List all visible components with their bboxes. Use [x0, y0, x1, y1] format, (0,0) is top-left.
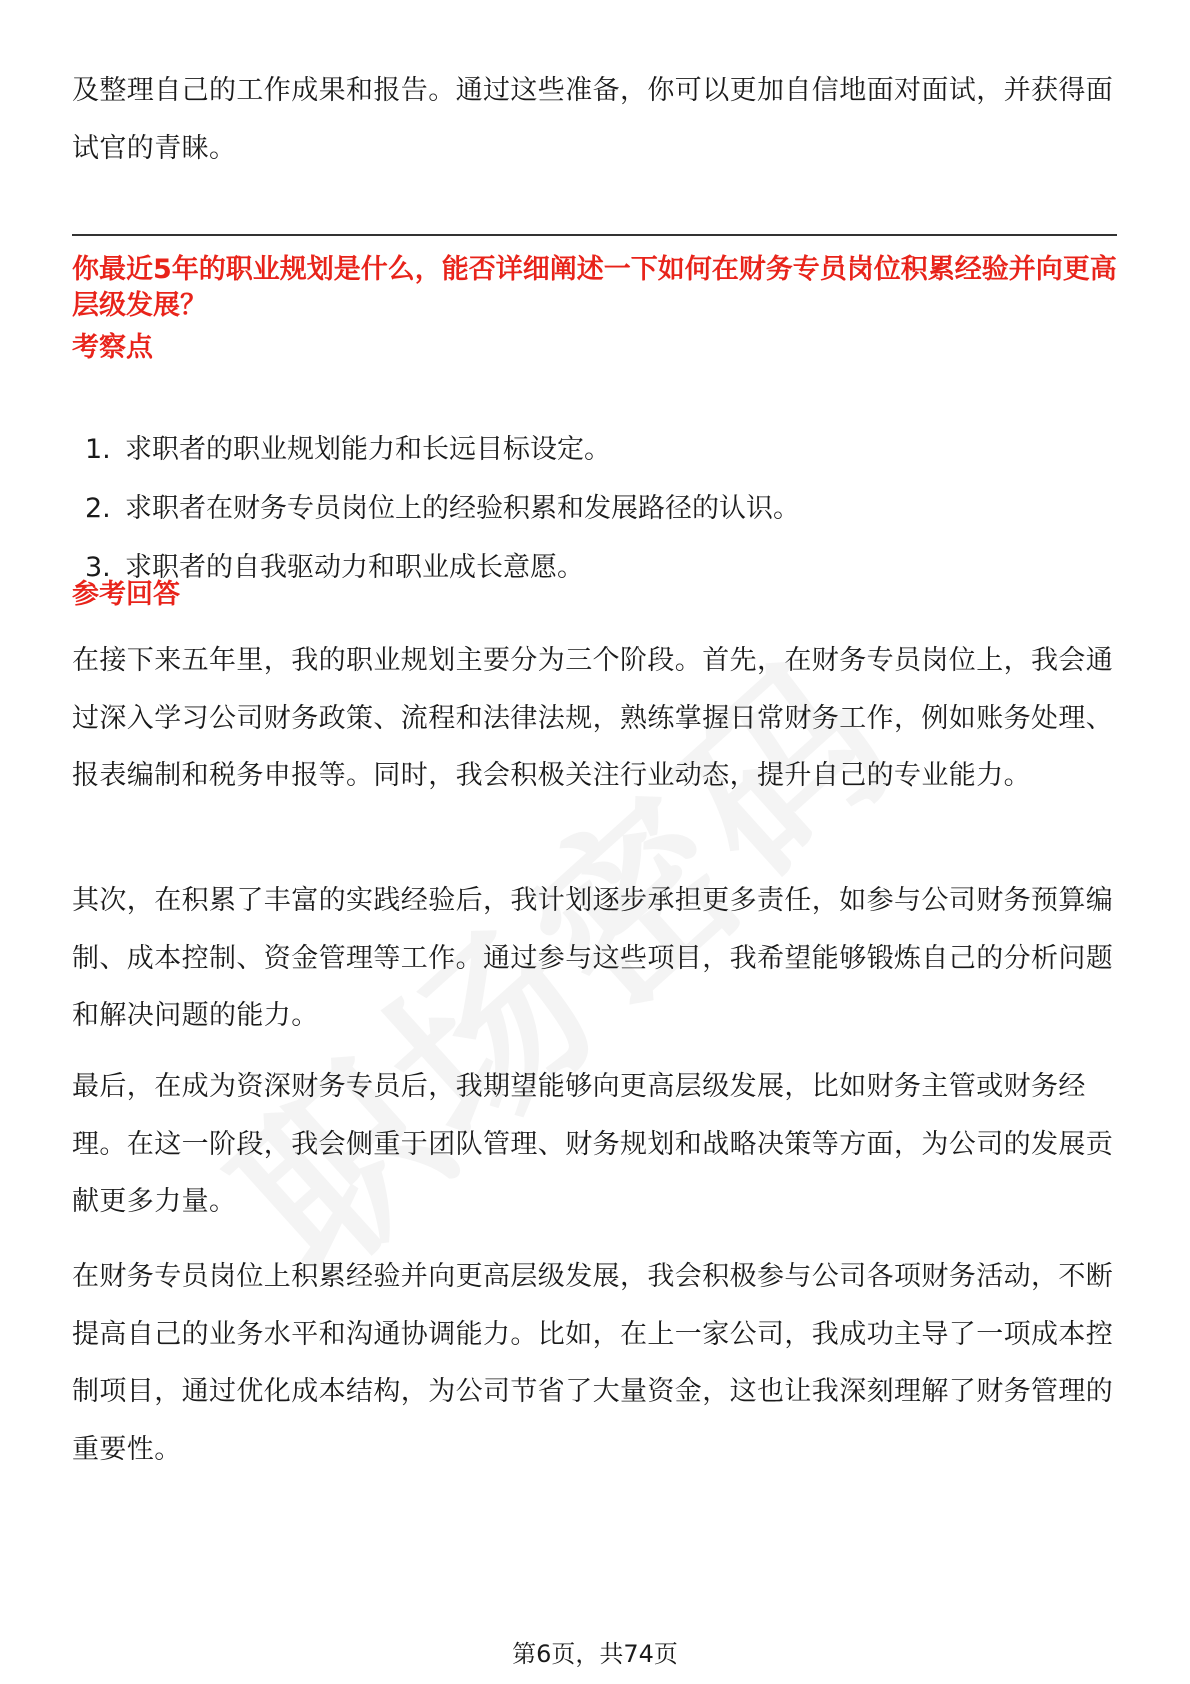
question-heading: 你最近5年的职业规划是什么，能否详细阐述一下如何在财务专员岗位积累经验并向更高层级发展？ [72, 254, 1117, 321]
answer-paragraph: 其次，在积累了丰富的实践经验后，我计划逐步承担更多责任，如参与公司财务预算编制、成本控制、资金管理等工作。通过参与这些项目，我希望能够锻炼自己的分析问题和解决问题的能力。 [72, 885, 1114, 1031]
assessment-points [85, 420, 800, 597]
list-item [85, 538, 800, 597]
list-text: 求职者在财务专员岗位上的经验积累和发展路径的认识。 [125, 493, 800, 524]
page-footer: 第6页，共74页 [512, 1640, 678, 1668]
intro-paragraph: 及整理自己的工作成果和报告。通过这些准备，你可以更加自信地面对面试，并获得面试官的青睐。 [72, 75, 1114, 164]
list-item [85, 479, 800, 538]
answer-paragraph: 在财务专员岗位上积累经验并向更高层级发展，我会积极参与公司各项财务活动，不断提高自己的业务水平和沟通协调能力。比如，在上一家公司，我成功主导了一项成本控制项目，通过优化成本结构，为公司节省了大量资金，这也让我深刻理解了财务管理的重要性。 [72, 1261, 1114, 1465]
list-number: 1. [85, 434, 111, 465]
assessment-title: 考察点 [72, 332, 153, 363]
answer-paragraph: 在接下来五年里，我的职业规划主要分为三个阶段。首先，在财务专员岗位上，我会通过深入学习公司财务政策、流程和法律法规，熟练掌握日常财务工作，例如账务处理、报表编制和税务申报等。同时，我会积极关注行业动态，提升自己的专业能力。 [72, 645, 1114, 791]
answer-paragraph: 最后，在成为资深财务专员后，我期望能够向更高层级发展，比如财务主管或财务经理。在这一阶段，我会侧重于团队管理、财务规划和战略决策等方面，为公司的发展贡献更多力量。 [72, 1071, 1114, 1217]
list-text: 求职者的职业规划能力和长远目标设定。 [125, 434, 611, 465]
list-number: 2. [85, 493, 111, 524]
divider [72, 234, 1117, 236]
list-number: 3. [85, 552, 111, 583]
list-text: 求职者的自我驱动力和职业成长意愿。 [125, 552, 584, 583]
list-item [85, 420, 800, 479]
answer-title: 参考回答 [72, 579, 180, 610]
